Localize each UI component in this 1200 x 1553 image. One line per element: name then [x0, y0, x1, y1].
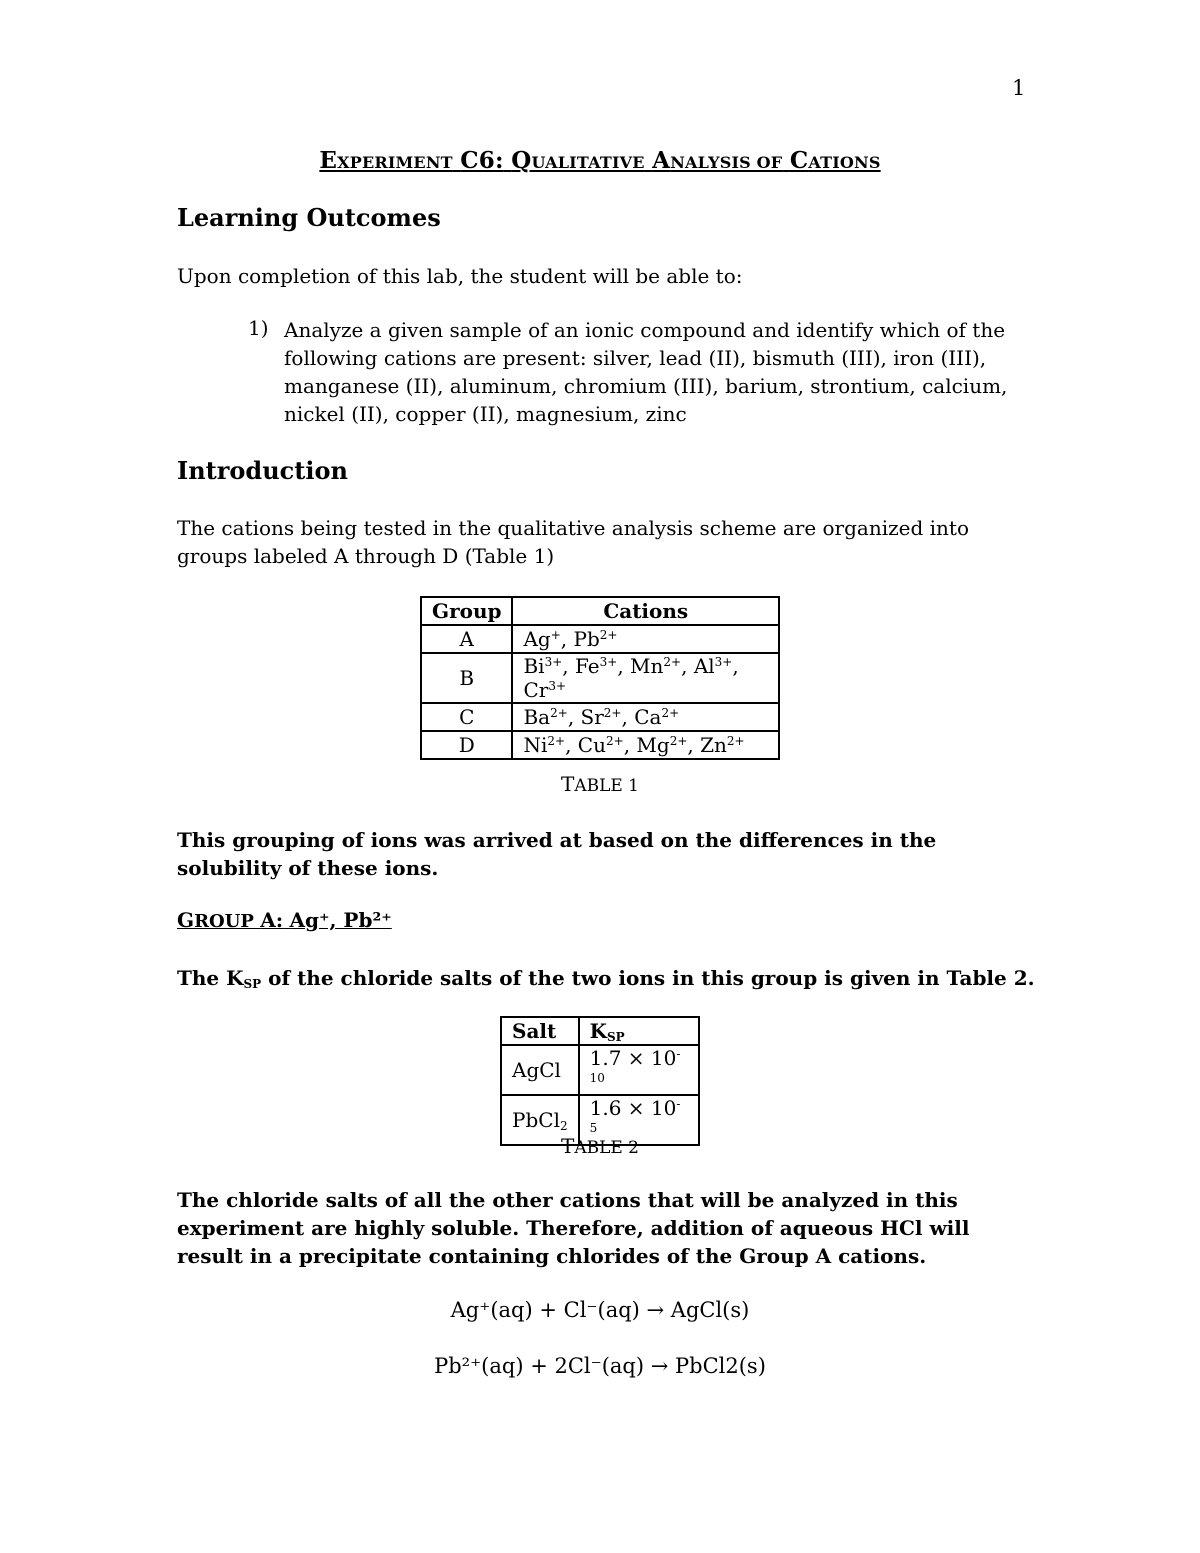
equation-1: Ag⁺(aq) + Cl⁻(aq) → AgCl(s)	[450, 1298, 750, 1322]
introduction-heading: Introduction	[177, 456, 348, 485]
document-title: EXPERIMENT C6: QUALITATIVE ANALYSIS OF CATIONS	[319, 147, 881, 174]
introduction-paragraph: The cations being tested in the qualitative analysis scheme are organized into groups labeled A through D (Table 1)	[177, 516, 970, 568]
table-2-caption: TABLE 2	[560, 1134, 640, 1158]
list-item-text: Analyze a given sample of an ionic compound and identify which of the following cations are present: silver, lead (II), bismuth (III), iron (III), manganese (II), aluminum, chromium (III), barium, strontium, calcium, nickel (II), copper (II), magnesium, zinc	[284, 318, 1008, 426]
equation-2: Pb²⁺(aq) + 2Cl⁻(aq) → PbCl2(s)	[434, 1354, 766, 1378]
page-number: 1	[1012, 76, 1026, 100]
table-header: Group	[421, 597, 512, 625]
table-1-caption: TABLE 1	[560, 772, 640, 796]
table-header: Cations	[512, 597, 779, 625]
cation-groups-table	[420, 596, 780, 760]
group-a-heading: GROUP A: Ag⁺, Pb²⁺	[177, 908, 392, 932]
ksp-sentence: The $K_{SP}$ of the chloride salts of the two ions in this group is given in Table 2.	[177, 966, 1035, 991]
list-item-number: 1)	[248, 316, 269, 340]
learning-outcomes-heading: Learning Outcomes	[177, 203, 441, 232]
table-row: PbCl$_2$ $1.6 \times 10^{-5}$	[501, 1095, 699, 1145]
table-row: B $Bi^{3+}$, $Fe^{3+}$, $Mn^{2+}$, $Al^{3+}$, $Cr^{3+}$	[421, 653, 779, 703]
table-row: C $Ba^{2+}$, $Sr^{2+}$, $Ca^{2+}$	[421, 703, 779, 731]
ksp-table	[500, 1016, 700, 1146]
table-header: $K_{SP}$	[579, 1017, 699, 1045]
grouping-paragraph: This grouping of ions was arrived at based on the differences in the solubility of these ions.	[177, 828, 937, 880]
chloride-paragraph: The chloride salts of all the other cations that will be analyzed in this experiment are highly soluble. Therefore, addition of aqueous HCl will result in a precipitate containing chlorides of the Group A cations.	[177, 1188, 970, 1268]
learning-outcomes-intro: Upon completion of this lab, the student will be able to:	[177, 264, 743, 288]
table-header: Salt	[501, 1017, 579, 1045]
table-row: D $Ni^{2+}$, $Cu^{2+}$, $Mg^{2+}$, $Zn^{2+}$	[421, 731, 779, 759]
table-row: AgCl $1.7 \times 10^{-10}$	[501, 1045, 699, 1095]
table-row: A Ag+, $Pb^{2+}$	[421, 625, 779, 653]
